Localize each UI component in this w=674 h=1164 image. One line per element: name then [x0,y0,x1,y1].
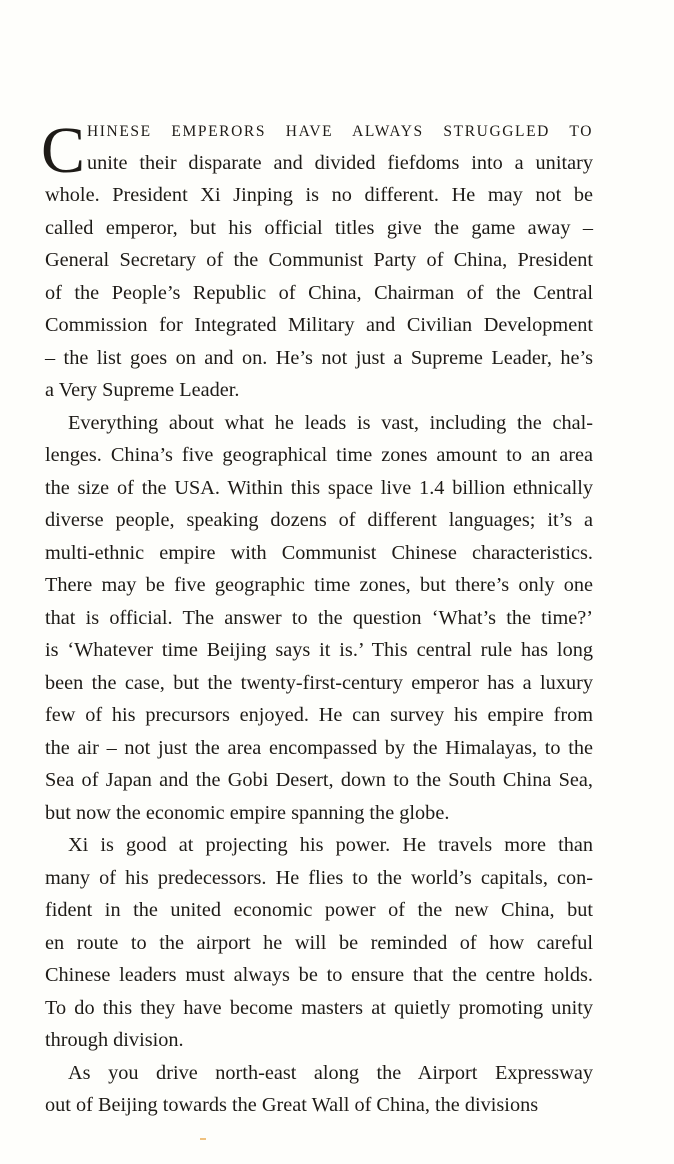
text-line: To do this they have become masters at quietly promoting unity [45,996,593,1019]
text-line: multi-ethnic empire with Communist Chinese characteristics. [45,541,593,564]
text-line: been the case, but the twenty-first-century emperor has a luxury [45,671,593,694]
book-page-text [41,114,593,1122]
text-line: General Secretary of the Communist Party of China, President [45,249,593,271]
text-line: There may be five geographic time zones, but there’s only one [45,574,593,596]
scan-mark [200,1138,206,1140]
opening-line [45,114,593,147]
text-line: of the People’s Republic of China, Chairman of the Central [45,281,593,304]
paragraph [45,407,593,830]
text-line: few of his precursors enjoyed. He can survey his empire from [45,704,593,726]
paragraph [45,829,593,1057]
text-line: Commission for Integrated Military and Civilian Development [45,314,593,336]
text-line: Chinese leaders must always be to ensure that the centre holds. [45,964,593,986]
text-line: diverse people, speaking dozens of different languages; it’s a [45,509,593,531]
text-line: that is official. The answer to the question ‘What’s the time?’ [45,606,593,629]
text-line: a Very Supreme Leader. [45,379,240,401]
text-line: en route to the airport he will be reminded of how careful [45,931,593,954]
text-line: Everything about what he leads is vast, including the chal- [68,411,593,434]
text-line: through division. [45,1029,184,1051]
text-line: whole. President Xi Jinping is no different. He may not be [45,184,593,206]
paragraph [45,1057,593,1122]
text-line: Xi is good at projecting his power. He travels more than [68,834,593,856]
body-paragraphs [45,147,593,1122]
text-line: the air – not just the area encompassed by the Himalayas, to the [45,736,593,759]
text-line: Sea of Japan and the Gobi Desert, down to the South China Sea, [45,769,593,791]
text-line: is ‘Whatever time Beijing says it is.’ This central rule has long [45,639,593,661]
drop-cap: C [41,114,86,187]
text-line: out of Beijing towards the Great Wall of China, the divisions [45,1094,539,1116]
text-line: lenges. China’s five geographical time zones amount to an area [45,444,593,466]
text-line: unite their disparate and divided fiefdoms into a unitary [87,151,593,174]
text-line: called emperor, but his official titles give the game away – [45,216,593,239]
text-line: As you drive north-east along the Airport Expressway [68,1061,593,1084]
text-line: fident in the united economic power of the new China, but [45,899,593,921]
text-line: – the list goes on and on. He’s not just a Supreme Leader, he’s [45,346,593,369]
smallcaps-text: HINESE EMPERORS HAVE ALWAYS STRUGGLED TO [87,123,593,140]
text-line: the size of the USA. Within this space live 1.4 billion ethnically [45,476,593,499]
paragraph [45,147,593,407]
text-line: but now the economic empire spanning the globe. [45,801,450,824]
text-line: many of his predecessors. He flies to the world’s capitals, con- [45,866,593,889]
